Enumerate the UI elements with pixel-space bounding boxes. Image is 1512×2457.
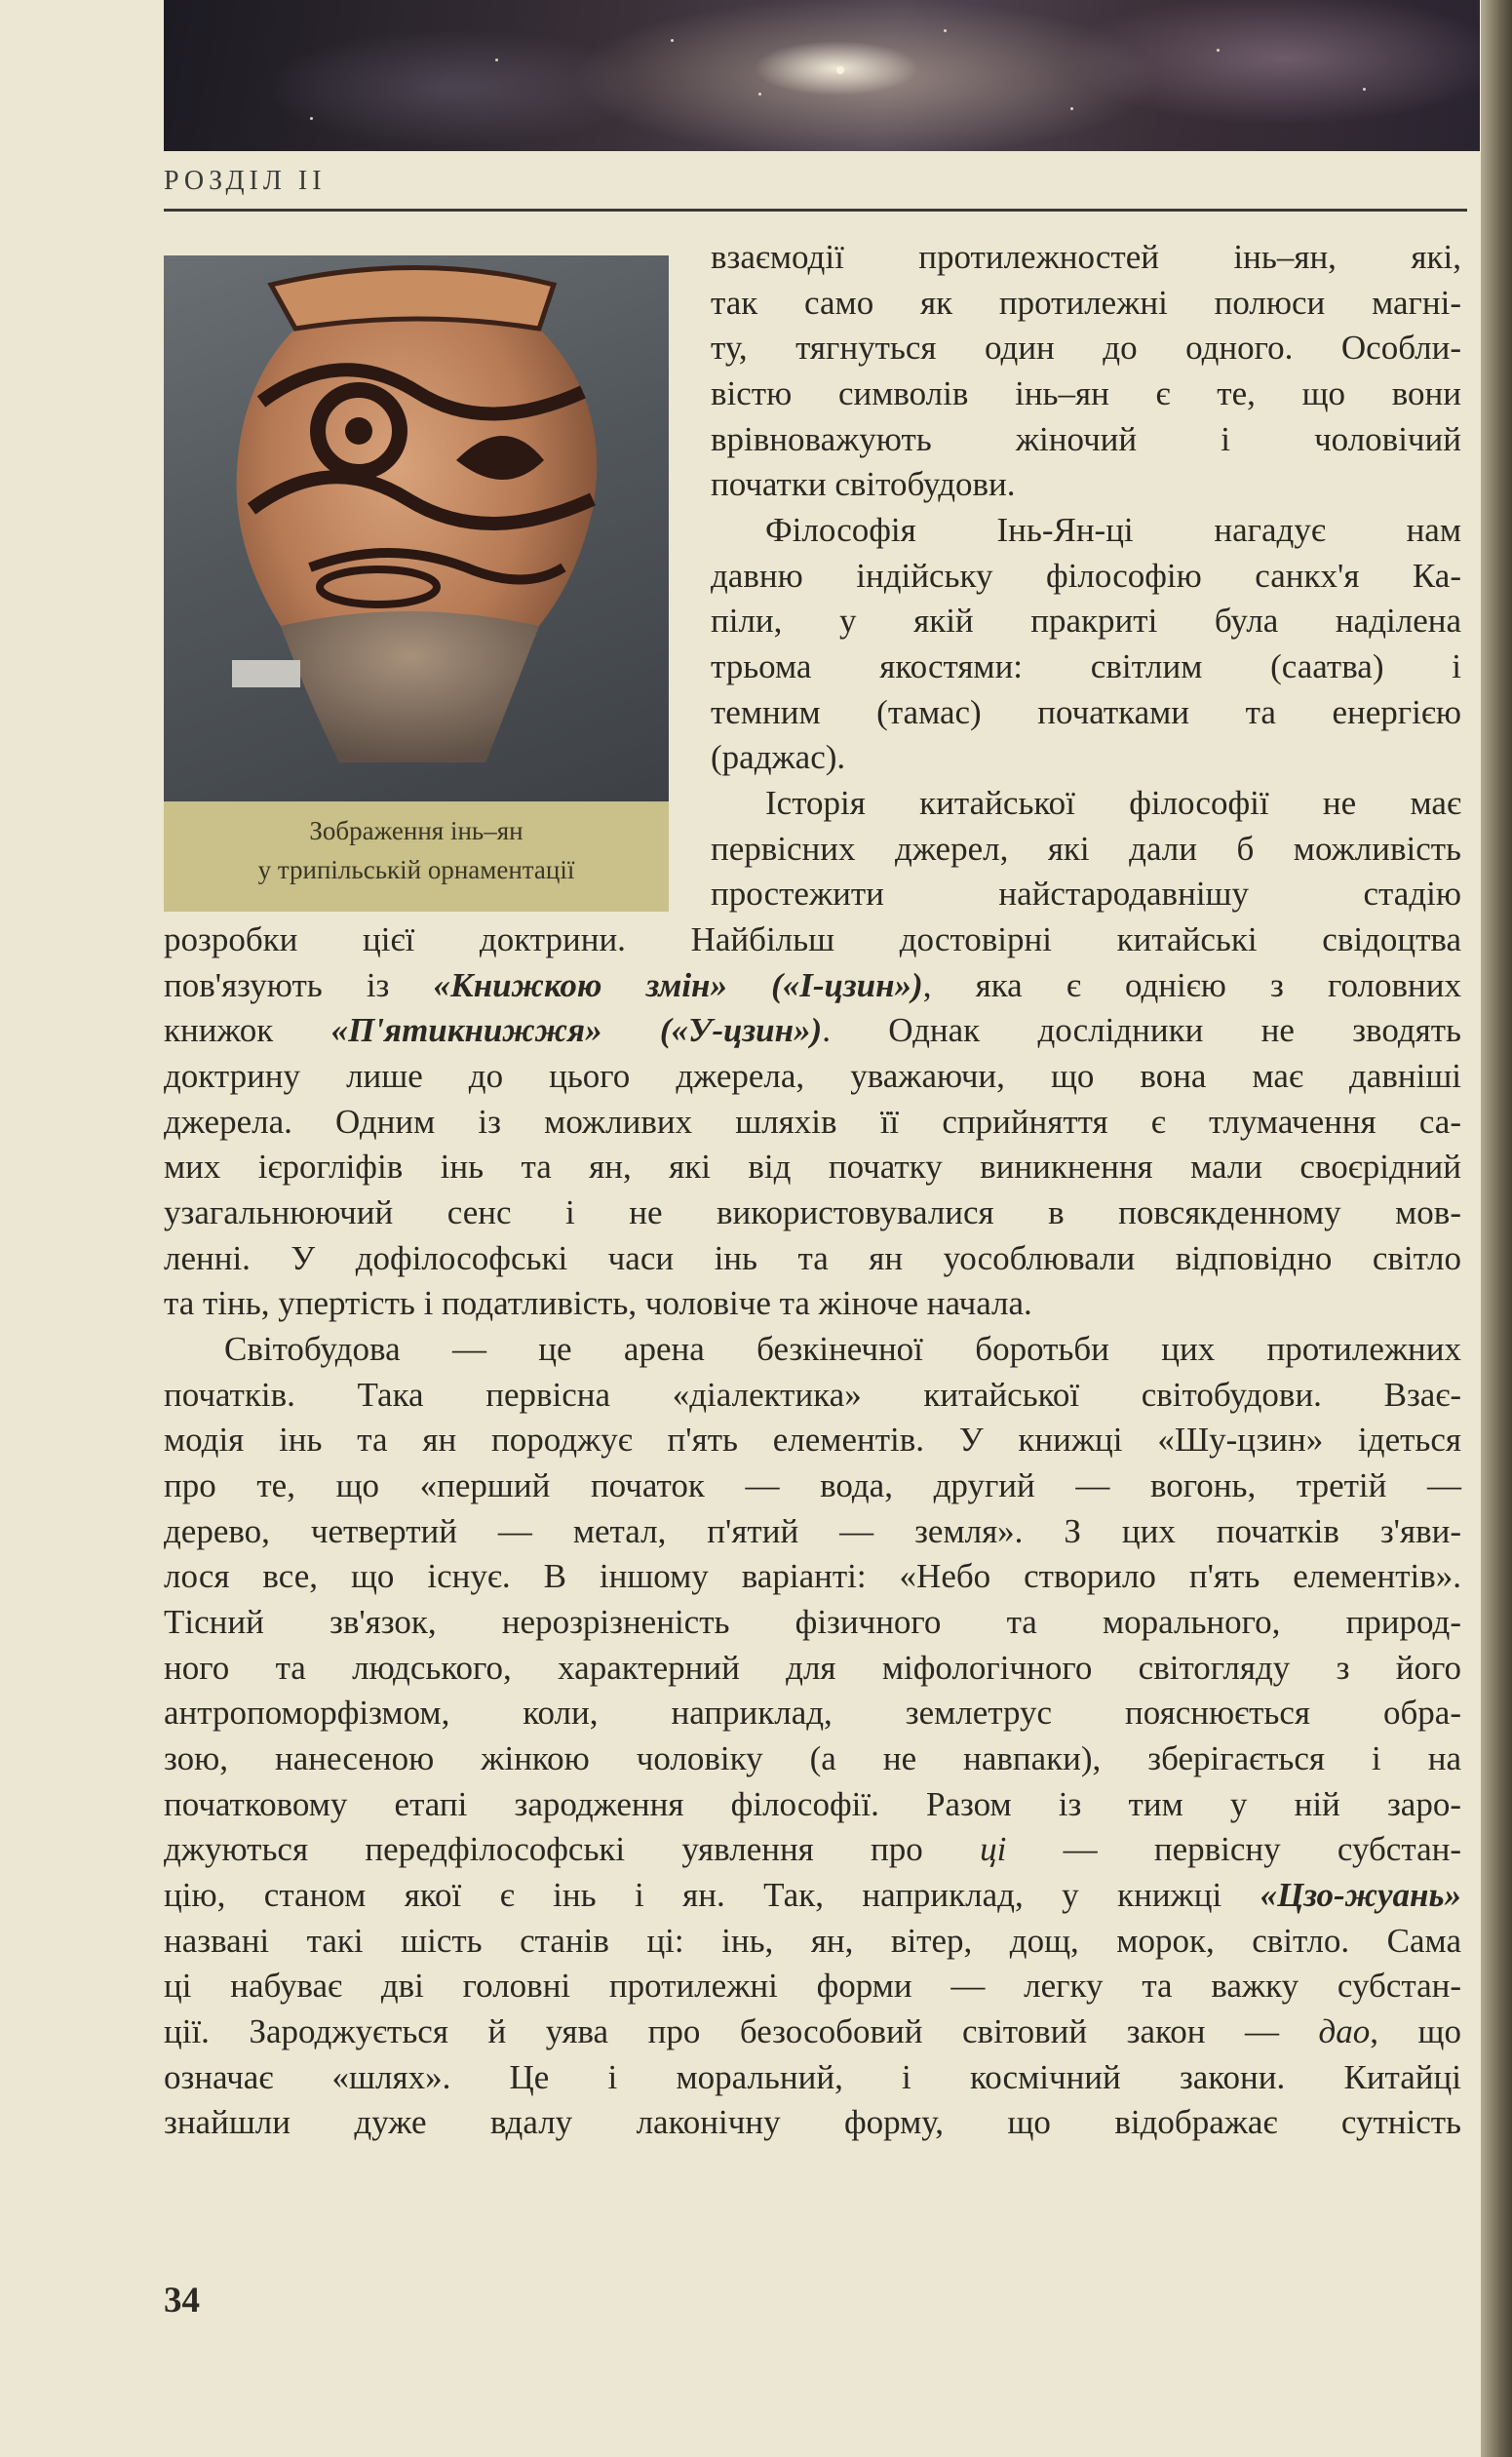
- text-line: знайшли дуже вдалу лаконічну форму, що відображає сутність: [164, 2103, 1461, 2141]
- text-line: Історія китайської філософії не має: [765, 784, 1461, 822]
- term-emphasis: ці: [980, 1830, 1007, 1868]
- star-dot: [671, 39, 674, 42]
- text-run: ції. Зароджується й уява про безособовий світовий закон —: [164, 2012, 1319, 2050]
- text-line: трьома якостями: світлим (саатва) і: [711, 647, 1461, 685]
- text-line: ці набуває дві головні протилежні форми — легку та важку субстан-: [164, 1967, 1461, 2005]
- text-line: про те, що «перший початок — вода, другий — вогонь, третій —: [164, 1466, 1461, 1504]
- figure-caption: [164, 811, 669, 889]
- text-line: [164, 1830, 1461, 1869]
- text-run: цію, станом якої є інь і ян. Так, наприклад, у книжці: [164, 1876, 1260, 1914]
- text-line: так само як протилежні полюси магні-: [711, 284, 1461, 322]
- caption-line: Зображення інь–ян: [309, 816, 523, 845]
- text-line: узагальнюючий сенс і не використовувалися в повсякденному мов-: [164, 1193, 1461, 1231]
- text-line: [164, 1011, 1461, 1050]
- text-line: первісних джерел, які дали б можливість: [711, 830, 1461, 868]
- text-line: давню індійську філософію санкх'я Ка-: [711, 557, 1461, 595]
- text-line: простежити найстародавнішу стадію: [711, 875, 1461, 913]
- text-line: ленні. У дофілософські часи інь та ян уособлювали відповідно світло: [164, 1239, 1461, 1277]
- caption-line: у трипільській орнаментації: [257, 855, 575, 884]
- text-line: модія інь та ян породжує п'ять елементів. У книжці «Шу-цзин» ідеться: [164, 1421, 1461, 1459]
- text-line: темним (тамас) початками та енергією: [711, 693, 1461, 731]
- book-title-emphasis: «П'ятикнижжя» («У-цзин»): [330, 1011, 823, 1049]
- star-dot: [836, 66, 844, 74]
- header-galaxy-image: [164, 0, 1480, 151]
- text-line: антропоморфізмом, коли, наприклад, землетрус пояснюється обра-: [164, 1694, 1461, 1732]
- text-line: початковому етапі зародження філософії. Разом із тим у ній заро-: [164, 1785, 1461, 1823]
- text-line: (раджас).: [711, 738, 846, 776]
- text-line: [164, 2012, 1461, 2051]
- text-line: доктрину лише до цього джерела, уважаючи, що вона має давніші: [164, 1057, 1461, 1095]
- section-label: РОЗДІЛ II: [164, 166, 327, 196]
- text-line: взаємодії протилежностей інь–ян, які,: [711, 238, 1461, 276]
- text-line: [164, 1876, 1461, 1915]
- text-line: Тісний зв'язок, нерозрізненість фізичного та морального, природ-: [164, 1603, 1461, 1641]
- text-line: Філософія Інь-Ян-ці нагадує нам: [765, 511, 1461, 549]
- text-line: джерела. Одним із можливих шляхів її сприйняття є тлумачення са-: [164, 1103, 1461, 1141]
- star-dot: [1363, 88, 1366, 91]
- text-line: Світобудова — це арена безкінечної боротьби цих протилежних: [224, 1330, 1461, 1368]
- term-emphasis: дао: [1318, 2012, 1371, 2050]
- text-line: ного та людського, характерний для міфологічного світогляду з його: [164, 1649, 1461, 1687]
- text-line: початки світобудови.: [711, 465, 1016, 503]
- text-run: джуються передфілософські уявлення про: [164, 1830, 981, 1868]
- star-dot: [944, 29, 947, 32]
- figure: [164, 255, 669, 912]
- text-run: пов'язують із: [164, 966, 434, 1004]
- text-line: мих ієрогліфів інь та ян, які від початку виникнення мали своєрідний: [164, 1148, 1461, 1186]
- star-dot: [758, 93, 761, 96]
- text-line: та тінь, упертість і податливість, чоловіче та жіноче начала.: [164, 1284, 1032, 1322]
- text-line: дерево, четвертий — метал, п'ятий — земля». З цих початків з'яви-: [164, 1512, 1461, 1550]
- star-dot: [495, 58, 498, 61]
- page-edge-shadow: [1481, 0, 1512, 2457]
- text-run: — первісну субстан-: [1006, 1830, 1461, 1868]
- section-divider: [164, 209, 1467, 212]
- trypillian-vessel-illustration: [164, 255, 669, 801]
- text-run: , що: [1370, 2012, 1462, 2050]
- star-dot: [1070, 107, 1073, 110]
- text-line: зою, нанесеною жінкою чоловіку (а не навпаки), зберігається і на: [164, 1739, 1461, 1777]
- text-line: [164, 966, 1461, 1005]
- text-line: розробки цієї доктрини. Найбільш достовірні китайські свідоцтва: [164, 920, 1461, 958]
- page-number: 34: [164, 2281, 200, 2320]
- text-line: піли, у якій пракриті була наділена: [711, 602, 1461, 640]
- text-line: врівноважують жіночий і чоловічий: [711, 420, 1461, 458]
- star-dot: [1217, 49, 1220, 52]
- text-line: названі такі шість станів ці: інь, ян, вітер, дощ, морок, світло. Сама: [164, 1922, 1461, 1960]
- text-run: , яка є однією з головних: [922, 966, 1461, 1004]
- text-line: ту, тягнуться один до одного. Особли-: [711, 329, 1461, 367]
- book-title-emphasis: «Книжкою змін» («І-цзин»): [433, 966, 923, 1004]
- text-line: лося все, що існує. В іншому варіанті: «Небо створило п'ять елементів».: [164, 1557, 1461, 1595]
- text-run: . Однак дослідники не зводять: [822, 1011, 1461, 1049]
- star-dot: [310, 117, 313, 120]
- text-line: початків. Така первісна «діалектика» китайської світобудови. Взає-: [164, 1376, 1461, 1414]
- text-line: вістю символів інь–ян є те, що вони: [711, 374, 1461, 412]
- text-run: книжок: [164, 1011, 331, 1049]
- book-title-emphasis: «Цзо-жуань»: [1260, 1876, 1461, 1914]
- pottery-photo: [164, 255, 669, 801]
- text-line: означає «шлях». Це і моральний, і космічний закони. Китайці: [164, 2058, 1461, 2096]
